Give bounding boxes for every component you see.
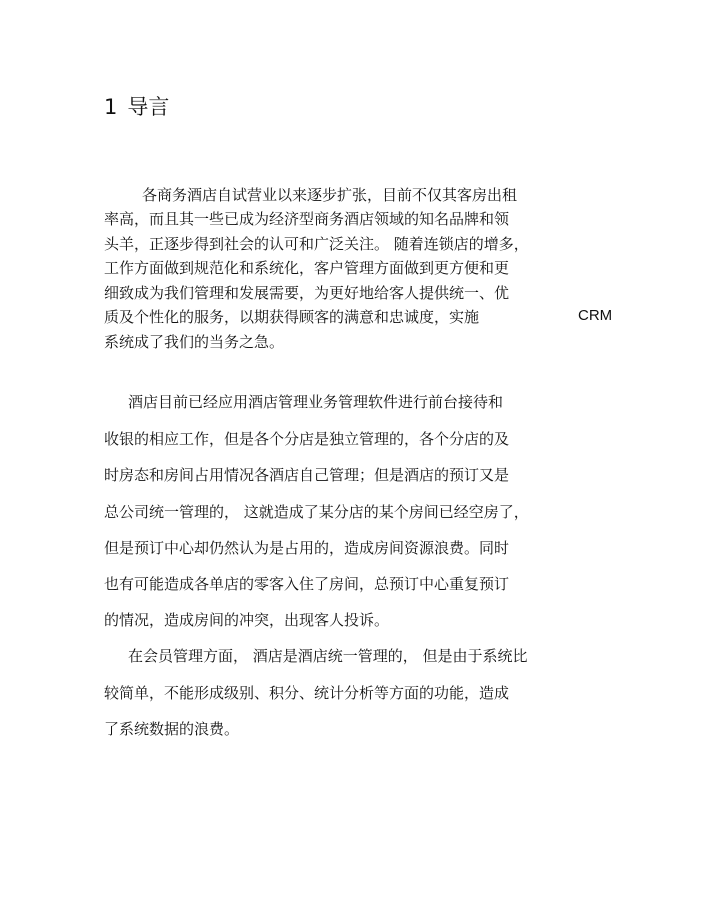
paragraph-2-line-3: 时房态和房间占用情况各酒店自己管理；但是酒店的预订又是 [104,466,510,484]
paragraph-2-line-5: 但是预订中心却仍然认为是占用的，造成房间资源浪费。同时 [104,539,510,557]
paragraph-1-line-6: 质及个性化的服务，以期获得顾客的满意和忠诚度，实施 [104,308,480,326]
crm-term: CRM [578,307,613,324]
paragraph-1-line-7: 系统成了我们的当务之急。 [104,333,285,351]
paragraph-2-line-7: 的情况，造成房间的冲突，出现客人投诉。 [104,611,390,629]
paragraph-1-line-3: 头羊，正逐步得到社会的认可和广泛关注。 随着连锁店的增多， [104,235,529,253]
paragraph-3-line-1: 在会员管理方面， 酒店是酒店统一管理的， 但是由于系统比 [128,647,528,665]
paragraph-2-line-2: 收银的相应工作，但是各个分店是独立管理的，各个分店的及 [104,430,510,448]
paragraph-2-line-1: 酒店目前已经应用酒店管理业务管理软件进行前台接待和 [128,393,504,411]
section-heading [104,94,169,120]
paragraph-1-line-4: 工作方面做到规范化和系统化，客户管理方面做到更方便和更 [104,259,510,277]
paragraph-1-line-1: 各商务酒店自试营业以来逐步扩张，目前不仅其客房出租 [142,186,518,204]
paragraph-3-line-2: 较简单，不能形成级别、积分、统计分析等方面的功能，造成 [104,684,510,702]
paragraph-3-line-3: 了系统数据的浪费。 [104,720,240,738]
paragraph-1-line-5: 细致成为我们管理和发展需要，为更好地给客人提供统一、优 [104,284,510,302]
paragraph-1-line-2: 率高，而且其一些已成为经济型商务酒店领域的知名品牌和领 [104,210,510,228]
section-title: 导言 [127,95,170,119]
section-number: 1 [104,95,118,119]
paragraph-2-line-6: 也有可能造成各单店的零客入住了房间，总预订中心重复预订 [104,575,510,593]
paragraph-2-line-4: 总公司统一管理的， 这就造成了某分店的某个房间已经空房了， [104,503,529,521]
